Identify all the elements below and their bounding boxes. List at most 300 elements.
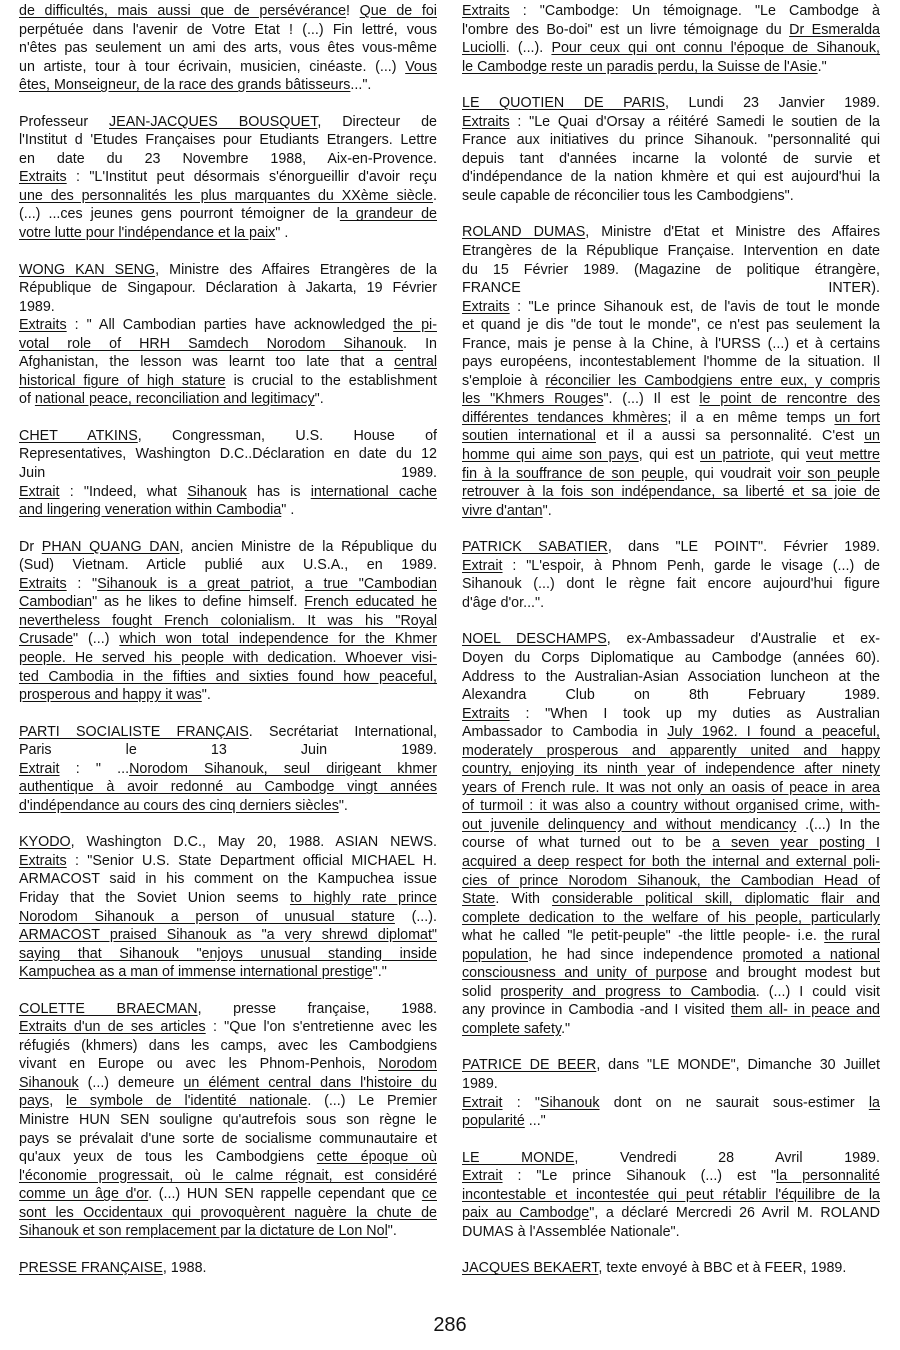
text-line (462, 298, 880, 317)
text-segment: : "Le Quai d'Orsay a réitéré Samedi le soutien de la (509, 113, 880, 130)
underlined-text: la (868, 1094, 880, 1111)
underlined-text: Extrait (19, 760, 60, 777)
text-line (19, 224, 437, 243)
text-segment: ! (346, 3, 360, 19)
text-segment: has is (246, 483, 311, 500)
text-line (19, 1130, 437, 1149)
text-line (19, 113, 437, 132)
underlined-text: consciousness and unity of purpose (462, 965, 708, 982)
underlined-text: cies of prince Norodom Sihanouk, the Cambodian Head of (462, 872, 880, 889)
underlined-text: Extrait (462, 1168, 503, 1185)
text-segment: Etrangères de la République Française. Intervention en date (462, 243, 880, 260)
underlined-text: complete dedication to the welfare of his people, particularly (462, 909, 880, 926)
underlined-text: and lingering veneration within Cambodia (19, 502, 282, 519)
underlined-text: un élément central dans l'histoire du (183, 1074, 437, 1091)
underlined-text: popularité (462, 1113, 525, 1130)
underlined-text: pays (19, 1093, 50, 1110)
underlined-text: veut mettre (806, 447, 880, 464)
text-line (462, 668, 880, 687)
citation-entry (19, 427, 437, 520)
text-line (19, 150, 437, 169)
underlined-text: Extrait (19, 483, 60, 500)
text-segment: , presse française, 1988. (197, 1000, 437, 1017)
text-line (462, 723, 880, 742)
citation-entry (19, 833, 437, 981)
text-line (462, 1167, 880, 1186)
text-line (19, 538, 437, 557)
text-segment: , qui voudrait (684, 465, 778, 482)
text-segment: Ambassador to Cambodia in (462, 724, 668, 741)
text-segment: : "L'Institut peut désormais s'énorgueillir d'avoir reçu (66, 169, 437, 186)
text-segment: , Ministre des Affaires Etrangères de la (155, 261, 437, 278)
underlined-text: homme qui aime son pays (462, 447, 639, 464)
text-segment: , dans "LE MONDE", Dimanche 30 Juillet (596, 1057, 881, 1074)
text-segment: , Ministre d'Etat et Ministre des Affaires (585, 224, 881, 241)
text-segment: any province in Cambodia -and I visited (462, 1002, 731, 1019)
text-line (19, 612, 437, 631)
text-segment: Paris le 13 Juin 1989. (19, 742, 437, 759)
text-line (19, 427, 437, 446)
text-line (19, 1222, 437, 1241)
text-segment: pays se prévalait d'une sorte de socialisme communautaire et (19, 1130, 437, 1147)
text-line (462, 187, 880, 206)
text-line (462, 946, 880, 965)
text-segment: seule capable de réconcilier tous les Cambodgiens". (462, 187, 794, 204)
text-line (462, 502, 880, 521)
text-line (462, 630, 880, 649)
underlined-text: promoted a national (742, 946, 880, 963)
text-segment: : "Que l'on s'entretienne avec les (205, 1019, 437, 1036)
underlined-text: Que de foi (359, 3, 437, 19)
text-line (19, 760, 437, 779)
left-column (19, 2, 437, 1295)
text-segment: d'indépendance de la nation khmère et qui est aujourd'hui la (462, 169, 880, 186)
text-segment: France aux initiatives du prince Sihanouk. "personnalité qui (462, 132, 880, 149)
text-line (462, 964, 880, 983)
underlined-text: PATRICK SABATIER (462, 539, 608, 556)
text-line (19, 39, 437, 58)
underlined-text: Extraits (462, 705, 510, 722)
text-segment: , Directeur de (317, 113, 437, 130)
text-segment: , Vendredi 28 Avril 1989. (574, 1149, 880, 1166)
underlined-text: JEAN-JACQUES BOUSQUET (109, 113, 318, 130)
text-segment: . (...) Le Premier (307, 1093, 437, 1110)
text-line (462, 742, 880, 761)
underlined-text: Vous (405, 58, 437, 75)
text-line (19, 372, 437, 391)
underlined-text: votal role of HRH Samdech Norodom Sihanouk (19, 335, 404, 352)
text-line (19, 668, 437, 687)
underlined-text: retrouver à la fois son indépendance, sa liberté et sa joie de (462, 484, 880, 501)
text-line (19, 390, 437, 409)
text-segment: ". (338, 797, 348, 814)
underlined-text: Sihanouk et son remplacement par la dictature de Lon Nol (19, 1223, 388, 1240)
text-line (462, 353, 880, 372)
text-segment: , (290, 575, 305, 592)
underlined-text: le symbole de l'identité nationale (65, 1093, 308, 1110)
underlined-text: country, enjoying its ninth year of independence after ninety (462, 761, 880, 778)
text-line (19, 205, 437, 224)
underlined-text: Sihanouk is a great patriot (97, 575, 291, 592)
underlined-text: le point de rencontre des (699, 391, 880, 408)
text-segment: ; il a en même temps (667, 409, 835, 426)
text-segment: d'âge d'or...". (462, 594, 545, 611)
text-line (462, 797, 880, 816)
underlined-text: PHAN QUANG DAN (41, 538, 180, 555)
underlined-text: la personnalité (776, 1168, 880, 1185)
underlined-text: Kampuchea as a man of immense international prestige (19, 964, 373, 981)
text-line (19, 131, 437, 150)
text-line (19, 778, 437, 797)
citation-entry (19, 261, 437, 409)
text-segment: course of what turned out to be (462, 835, 713, 852)
text-line (462, 427, 880, 446)
text-segment: Sihanouk (...) dont le règne fait encore aujourd'hui figure (462, 576, 880, 593)
text-line (19, 593, 437, 612)
text-segment: ..." (524, 1113, 546, 1130)
underlined-text: complete safety (462, 1020, 562, 1037)
text-segment: dont on ne saurait sous-estimer (599, 1094, 869, 1111)
text-line (462, 465, 880, 484)
citation-entry (19, 538, 437, 705)
underlined-text: international cache (310, 483, 437, 500)
underlined-text: Norodom (378, 1056, 437, 1073)
text-line (462, 1223, 880, 1242)
text-line (462, 1075, 880, 1094)
underlined-text: PARTI SOCIALISTE FRANÇAIS (19, 723, 249, 740)
underlined-text: Luciolli (462, 40, 506, 57)
text-line (462, 872, 880, 891)
underlined-text: Extraits (462, 298, 510, 315)
text-line (19, 261, 437, 280)
text-segment: 1989. (19, 298, 55, 315)
text-line (19, 723, 437, 742)
text-segment: . (433, 187, 437, 204)
text-line (19, 1000, 437, 1019)
underlined-text: French educated he (304, 594, 437, 611)
text-segment: , ancien Ministre de la République du (179, 538, 438, 555)
text-line (462, 760, 880, 779)
citation-entry (19, 1259, 437, 1278)
text-line (462, 242, 880, 261)
text-segment: et il a aussi sa personnalité. C'est (595, 428, 865, 445)
text-line (462, 705, 880, 724)
underlined-text: national peace, reconciliation and legitimacy (34, 391, 315, 408)
text-segment: (Sud) Vietnam. Article publié aux U.S.A., en 1989. (19, 557, 437, 574)
text-line (19, 483, 437, 502)
underlined-text: KYODO (19, 834, 71, 851)
text-segment: DUMAS à l'Assemblée Nationale". (462, 1223, 680, 1240)
text-line (19, 187, 437, 206)
underlined-text: l'économie progressait, où le calme régnait, est considéré (19, 1167, 437, 1184)
text-segment: of (19, 391, 35, 408)
text-segment: Representatives, Washington D.C..Déclaration en date du 12 (19, 446, 437, 463)
underlined-text: Extraits (19, 575, 67, 592)
underlined-text: population (462, 946, 528, 963)
text-segment: what he called "le petit-peuple" -the little people- i.e. (462, 928, 825, 945)
text-segment: n'êtes pas seulement un ami des arts, vous êtes vous-même (19, 40, 437, 57)
text-line (19, 58, 437, 77)
text-line (19, 1148, 437, 1167)
text-line (19, 556, 437, 575)
citation-entry (19, 113, 437, 243)
underlined-text: Extraits (462, 3, 510, 19)
text-line (19, 353, 437, 372)
text-segment: Dr (19, 538, 42, 555)
text-segment: , dans "LE POINT". Février 1989. (607, 539, 881, 556)
underlined-text: July 1962. I found a peaceful, (667, 724, 880, 741)
text-segment: is crucial to the establishment (225, 372, 437, 389)
underlined-text: JACQUES BEKAERT (462, 1260, 599, 1277)
underlined-text: a true "Cambodian (304, 575, 437, 592)
text-segment: ...". (350, 77, 372, 94)
underlined-text: Extrait (462, 557, 503, 574)
text-line (19, 76, 437, 95)
text-line (462, 483, 880, 502)
text-segment: pays européens, incontestablement l'homme de la situation. Il (462, 354, 880, 371)
text-segment: , ex-Ambassadeur d'Australie et ex- (606, 631, 880, 648)
text-segment: , Washington D.C., May 20, 1988. ASIAN NEWS. (70, 834, 437, 851)
underlined-text: COLETTE BRAECMAN (19, 1000, 198, 1017)
text-segment: et quand je dis "de tout le monde", ce n'est pas seulement la (462, 317, 880, 334)
underlined-text: cette époque où (316, 1149, 437, 1166)
text-segment: . (...) I could visit (755, 983, 881, 1000)
text-line (19, 298, 437, 317)
text-segment: Juin 1989. (19, 465, 437, 482)
text-line (19, 741, 437, 760)
text-segment: : "When I took up my duties as Australian (509, 705, 880, 722)
citation-entry (19, 723, 437, 816)
underlined-text: le Cambodge reste un paradis perdu, la Suisse de l'Asie (462, 58, 818, 75)
text-segment: 1989. (462, 1075, 498, 1092)
underlined-text: prosperity and progress to Cambodia (500, 983, 756, 1000)
text-line (462, 575, 880, 594)
text-line (19, 1018, 437, 1037)
text-line (19, 630, 437, 649)
underlined-text: Extraits (19, 169, 67, 186)
underlined-text: historical figure of high stature (19, 372, 226, 389)
text-line (19, 1204, 437, 1223)
underlined-text: a grandeur de (339, 206, 438, 223)
text-line (19, 1055, 437, 1074)
text-line (462, 1001, 880, 1020)
text-line (462, 316, 880, 335)
text-line (462, 150, 880, 169)
text-line (19, 870, 437, 889)
underlined-text: LE MONDE (462, 1149, 575, 1166)
text-line (19, 168, 437, 187)
text-line (462, 834, 880, 853)
text-segment: : " All Cambodian parties have acknowledged (66, 317, 394, 334)
text-segment: solid (462, 983, 501, 1000)
underlined-text: incontestable et incontestée qui peut rétablir l'équilibre de la (462, 1186, 880, 1203)
text-line (19, 21, 437, 40)
text-segment: en date du 23 Novembre 1988, Aix-en-Provence. (19, 150, 437, 167)
underlined-text: to highly rate prince (289, 889, 437, 906)
citation-entry (462, 223, 880, 520)
text-line (462, 816, 880, 835)
text-line (462, 113, 880, 132)
underlined-text: authentique à avoir redonné au Cambodge vingt années (19, 779, 437, 796)
underlined-text: ARMACOST praised Sihanouk as "a very shrewd diplomat" (19, 927, 437, 944)
text-line (19, 316, 437, 335)
text-segment: . With (495, 891, 553, 908)
text-segment: France, mais je pense à la Chine, à l'URSS (...) et à certains (462, 335, 880, 352)
text-line (19, 1259, 437, 1278)
text-segment: , qui est (638, 447, 701, 464)
text-segment: , qui (770, 447, 807, 464)
text-segment: vivant en Europe ou avec les Phnom-Penhois, (19, 1056, 379, 1073)
text-line (462, 446, 880, 465)
text-segment: : " ... (59, 760, 130, 777)
text-line (462, 131, 880, 150)
text-line (19, 908, 437, 927)
underlined-text: prosperous and happy it was (19, 687, 202, 704)
underlined-text: sont les Occidentaux qui provoquèrent naguère la chute de (19, 1204, 437, 1221)
underlined-text: Sihanouk (19, 1074, 79, 1091)
text-segment: depuis tant d'années incarne la volonté de survie et (462, 150, 880, 167)
text-segment: : "Cambodge: Un témoignage. "Le Cambodge à (509, 3, 880, 19)
text-segment: " . (281, 502, 295, 519)
text-segment: , texte envoyé à BBC et à FEER, 1989. (598, 1260, 847, 1277)
text-line (462, 983, 880, 1002)
text-line (19, 501, 437, 520)
underlined-text: Crusade (19, 631, 74, 648)
underlined-text: Sihanouk (539, 1094, 600, 1111)
text-line (19, 889, 437, 908)
text-line (462, 335, 880, 354)
text-line (462, 58, 880, 77)
text-line (19, 1037, 437, 1056)
underlined-text: vivre d'antan (462, 502, 543, 519)
text-line (462, 409, 880, 428)
text-line (462, 686, 880, 705)
underlined-text: Extraits (19, 852, 67, 869)
text-segment: ". (542, 502, 552, 519)
underlined-text: les "Khmers Rouges (462, 391, 604, 408)
text-segment: , Congressman, U.S. House of (137, 427, 438, 444)
text-line (462, 168, 880, 187)
underlined-text: LE QUOTIEN DE PARIS (462, 95, 666, 112)
text-segment: qu'aux yeux de tous les Cambodgiens (19, 1149, 317, 1166)
underlined-text: Extrait (462, 1094, 503, 1111)
text-segment: : "Le prince Sihanouk (...) est " (502, 1168, 777, 1185)
text-segment: un artiste, tour à tour écrivain, musicien, cinéaste. (...) (19, 58, 406, 75)
underlined-text: PATRICE DE BEER (462, 1057, 597, 1074)
underlined-text: un (864, 428, 880, 445)
text-segment: "." (372, 964, 387, 981)
underlined-text: une des personnalités les plus marquantes du XXème siècle (19, 187, 434, 204)
text-line (462, 649, 880, 668)
text-line (462, 927, 880, 946)
text-line (462, 557, 880, 576)
underlined-text: PRESSE FRANÇAISE (19, 1259, 163, 1276)
text-segment: (...) demeure (78, 1074, 184, 1091)
underlined-text: Norodom Sihanouk a person of unusual stature (19, 908, 395, 925)
text-segment: : "Indeed, what (59, 483, 188, 500)
text-line (19, 1092, 437, 1111)
text-segment: ARMACOST said in his comment on the Kampuchea issue (19, 871, 437, 888)
text-segment: . Secrétariat International, (248, 723, 437, 740)
text-segment: , he had since independence (527, 946, 743, 963)
underlined-text: êtes, Monseigneur, de la race des grands bâtisseurs (19, 77, 351, 94)
citation-entry (462, 94, 880, 205)
underlined-text: paix au Cambodge (462, 1205, 590, 1222)
text-line (462, 538, 880, 557)
citation-entry (462, 538, 880, 612)
text-line (19, 963, 437, 982)
underlined-text: moderately prosperous and apparently united and happy (462, 742, 880, 759)
text-line (19, 335, 437, 354)
text-segment: Friday that the Soviet Union seems (19, 889, 290, 906)
citation-entry (462, 1259, 880, 1278)
underlined-text: a seven year posting I (712, 835, 880, 852)
underlined-text: Extraits d'un de ses articles (19, 1019, 206, 1036)
text-segment: and brought modest but (707, 965, 880, 982)
text-line (19, 445, 437, 464)
text-segment: ." (817, 58, 827, 75)
text-line (462, 890, 880, 909)
text-segment: : "Le prince Sihanouk est, de l'avis de tout le monde (509, 298, 880, 315)
text-segment: République de Singapour. Déclaration à Jakarta, 19 Février (19, 280, 437, 297)
text-line (462, 1112, 880, 1131)
underlined-text: un patriote (700, 447, 771, 464)
text-line (19, 575, 437, 594)
text-segment: ". (201, 687, 211, 704)
underlined-text: comme un âge d'or (19, 1186, 149, 1203)
text-segment: " . (275, 225, 289, 242)
text-segment: : "L'espoir, à Phnom Penh, garde le visage (...) de (502, 557, 880, 574)
underlined-text: considerable political skill, diplomatic flair and (552, 891, 880, 908)
text-segment: Alexandra Club on 8th February 1989. (462, 687, 880, 704)
text-line (462, 853, 880, 872)
underlined-text: Pour ceux qui ont connu l'époque de Sihanouk, (551, 40, 881, 57)
underlined-text: Extraits (462, 113, 510, 130)
underlined-text: State (462, 891, 496, 908)
text-line (462, 909, 880, 928)
underlined-text: NOEL DESCHAMPS (462, 631, 607, 648)
text-segment: .(...) In the (796, 816, 881, 833)
text-line (462, 279, 880, 298)
text-line (462, 1186, 880, 1205)
text-segment: l'Institut d 'Etudes Françaises pour Etudiants Etrangers. Lettre (19, 132, 437, 149)
text-line (19, 1074, 437, 1093)
underlined-text: réconcilier les Cambodgiens entre eux, y compris (545, 372, 880, 389)
text-line (462, 779, 880, 798)
underlined-text: voir son peuple (777, 465, 880, 482)
underlined-text: nevertheless fought French colonialism. It was his "Royal (19, 612, 437, 629)
text-line (462, 39, 880, 58)
text-segment: perpétuée dans l'avenir de Votre Etat ! (...) Fin lettré, vous (19, 21, 437, 38)
text-segment: : " (502, 1094, 540, 1111)
text-segment: , Lundi 23 Janvier 1989. (665, 95, 880, 112)
text-segment: " (...) (73, 631, 120, 648)
underlined-text: central (394, 354, 437, 371)
text-line (19, 852, 437, 871)
citation-entry (19, 2, 437, 95)
text-line (462, 1204, 880, 1223)
underlined-text: ted Cambodia in the fifties and sixties found how peaceful, (19, 668, 437, 685)
text-line (19, 797, 437, 816)
underlined-text: Dr Esmeralda (789, 21, 880, 38)
text-segment: ", a déclaré Mercredi 26 Avril M. ROLAND (589, 1205, 880, 1222)
text-line (462, 261, 880, 280)
text-segment: ." (561, 1020, 571, 1037)
underlined-text: acquired a deep respect for both the internal and external poli- (462, 853, 880, 870)
underlined-text: them all- in peace and (730, 1002, 880, 1019)
citation-entry (462, 1056, 880, 1130)
text-line (19, 649, 437, 668)
